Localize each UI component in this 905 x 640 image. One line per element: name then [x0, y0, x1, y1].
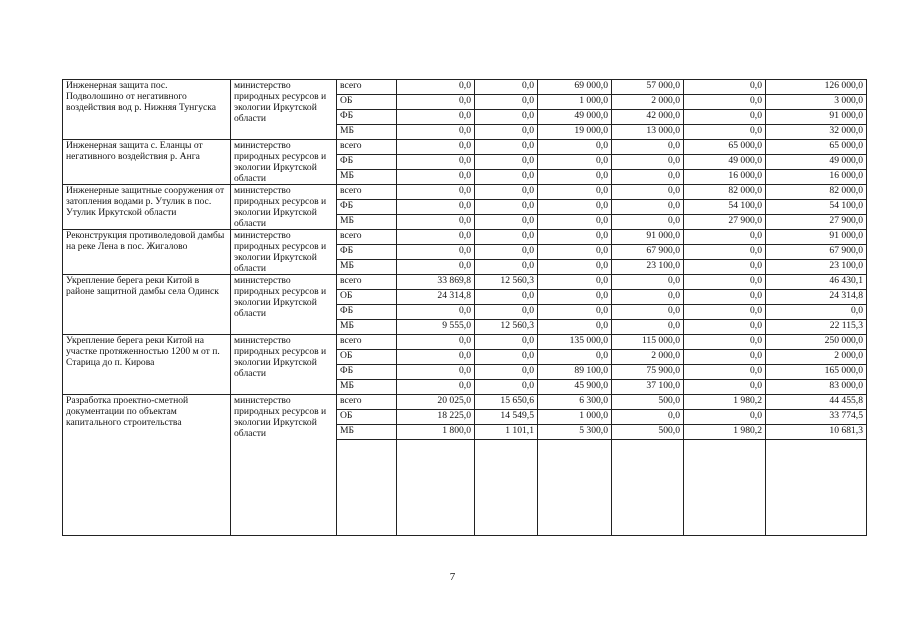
- amount-cell: 0,0: [475, 80, 538, 95]
- amount-cell: 27 900,0: [766, 215, 867, 230]
- amount-cell: 0,0: [475, 185, 538, 200]
- budget-table-body: [63, 80, 867, 536]
- funding-source-cell: ФБ: [337, 155, 397, 170]
- table-row: [63, 395, 867, 410]
- measure-name-cell: Инженерные защитные сооружения от затопления водами р. Утулик в пос. Утулик Иркутской области: [63, 185, 231, 230]
- amount-cell: 0,0: [538, 275, 612, 290]
- amount-cell: 0,0: [475, 335, 538, 350]
- budget-table: [62, 79, 867, 536]
- page-number: 7: [449, 571, 456, 583]
- amount-cell: 0,0: [397, 380, 475, 395]
- amount-cell: 23 100,0: [612, 260, 684, 275]
- amount-cell: 0,0: [475, 170, 538, 185]
- amount-cell: 0,0: [684, 380, 766, 395]
- amount-cell: 65 000,0: [684, 140, 766, 155]
- amount-cell: 0,0: [684, 335, 766, 350]
- amount-cell: 10 681,3: [766, 425, 867, 440]
- amount-cell: 44 455,8: [766, 395, 867, 410]
- funding-source-cell: ОБ: [337, 350, 397, 365]
- funding-source-cell: всего: [337, 395, 397, 410]
- amount-cell: 15 650,6: [475, 395, 538, 410]
- amount-cell: 0,0: [612, 290, 684, 305]
- table-row: [63, 230, 867, 245]
- amount-cell: 1 980,2: [684, 425, 766, 440]
- amount-cell: 0,0: [538, 215, 612, 230]
- amount-cell: 0,0: [612, 155, 684, 170]
- amount-cell: 0,0: [475, 290, 538, 305]
- amount-cell: 0,0: [475, 350, 538, 365]
- amount-cell: 0,0: [397, 335, 475, 350]
- amount-cell: 0,0: [612, 275, 684, 290]
- amount-cell: 46 430,1: [766, 275, 867, 290]
- amount-cell: 0,0: [397, 185, 475, 200]
- measure-name-cell: Укрепление берега реки Китой в районе защитной дамбы села Одинск: [63, 275, 231, 335]
- funding-source-cell: всего: [337, 185, 397, 200]
- amount-cell: 24 314,8: [766, 290, 867, 305]
- amount-cell: 0,0: [684, 110, 766, 125]
- amount-cell: 0,0: [397, 365, 475, 380]
- amount-cell: 2 000,0: [766, 350, 867, 365]
- amount-cell: 49 000,0: [766, 155, 867, 170]
- amount-cell: 67 900,0: [766, 245, 867, 260]
- amount-cell: 0,0: [684, 410, 766, 425]
- table-row: [63, 185, 867, 200]
- amount-cell: 9 555,0: [397, 320, 475, 335]
- amount-cell: 0,0: [684, 80, 766, 95]
- amount-cell: 57 000,0: [612, 80, 684, 95]
- amount-cell: 20 025,0: [397, 395, 475, 410]
- amount-cell: 0,0: [612, 305, 684, 320]
- amount-cell: 49 000,0: [538, 110, 612, 125]
- amount-cell: 0,0: [397, 110, 475, 125]
- amount-cell: 500,0: [612, 395, 684, 410]
- amount-cell: 0,0: [538, 155, 612, 170]
- amount-cell: 16 000,0: [684, 170, 766, 185]
- funding-source-cell: ФБ: [337, 365, 397, 380]
- amount-cell: 37 100,0: [612, 380, 684, 395]
- amount-cell: 0,0: [684, 350, 766, 365]
- amount-cell: 0,0: [684, 305, 766, 320]
- amount-cell: 32 000,0: [766, 125, 867, 140]
- amount-cell: 0,0: [397, 230, 475, 245]
- amount-cell: 0,0: [475, 380, 538, 395]
- funding-source-cell: всего: [337, 335, 397, 350]
- amount-cell: 0,0: [397, 215, 475, 230]
- empty-cell: [337, 440, 397, 536]
- amount-cell: 91 000,0: [612, 230, 684, 245]
- amount-cell: 24 314,8: [397, 290, 475, 305]
- amount-cell: 33 774,5: [766, 410, 867, 425]
- measure-name-cell: Инженерная защита пос. Подволошино от негативного воздействия вод р. Нижняя Тунгуска: [63, 80, 231, 140]
- amount-cell: 14 549,5: [475, 410, 538, 425]
- amount-cell: 0,0: [397, 95, 475, 110]
- amount-cell: 0,0: [684, 290, 766, 305]
- amount-cell: 0,0: [684, 125, 766, 140]
- funding-source-cell: ФБ: [337, 110, 397, 125]
- table-row: [63, 275, 867, 290]
- amount-cell: 16 000,0: [766, 170, 867, 185]
- funding-source-cell: ФБ: [337, 200, 397, 215]
- amount-cell: 0,0: [684, 95, 766, 110]
- amount-cell: 0,0: [397, 350, 475, 365]
- funding-source-cell: всего: [337, 140, 397, 155]
- amount-cell: 1 000,0: [538, 410, 612, 425]
- funding-source-cell: всего: [337, 275, 397, 290]
- amount-cell: 0,0: [397, 140, 475, 155]
- funding-source-cell: ОБ: [337, 290, 397, 305]
- amount-cell: 82 000,0: [684, 185, 766, 200]
- funding-source-cell: ОБ: [337, 95, 397, 110]
- amount-cell: 0,0: [475, 215, 538, 230]
- amount-cell: 0,0: [397, 245, 475, 260]
- amount-cell: 135 000,0: [538, 335, 612, 350]
- amount-cell: 0,0: [538, 140, 612, 155]
- funding-source-cell: МБ: [337, 320, 397, 335]
- empty-cell: [538, 440, 612, 536]
- amount-cell: 45 900,0: [538, 380, 612, 395]
- amount-cell: 0,0: [612, 140, 684, 155]
- amount-cell: 13 000,0: [612, 125, 684, 140]
- amount-cell: 0,0: [684, 230, 766, 245]
- executor-cell: министерство природных ресурсов и экологии Иркутской области: [231, 335, 337, 395]
- amount-cell: 83 000,0: [766, 380, 867, 395]
- amount-cell: 2 000,0: [612, 350, 684, 365]
- amount-cell: 0,0: [612, 200, 684, 215]
- funding-source-cell: МБ: [337, 170, 397, 185]
- table-row: [63, 140, 867, 155]
- amount-cell: 0,0: [397, 305, 475, 320]
- amount-cell: 0,0: [612, 185, 684, 200]
- amount-cell: 0,0: [475, 245, 538, 260]
- amount-cell: 0,0: [397, 260, 475, 275]
- amount-cell: 69 000,0: [538, 80, 612, 95]
- funding-source-cell: МБ: [337, 260, 397, 275]
- amount-cell: 0,0: [612, 320, 684, 335]
- amount-cell: 65 000,0: [766, 140, 867, 155]
- amount-cell: 75 900,0: [612, 365, 684, 380]
- amount-cell: 0,0: [475, 110, 538, 125]
- funding-source-cell: МБ: [337, 125, 397, 140]
- amount-cell: 0,0: [475, 305, 538, 320]
- funding-source-cell: всего: [337, 230, 397, 245]
- amount-cell: 33 869,8: [397, 275, 475, 290]
- amount-cell: 22 115,3: [766, 320, 867, 335]
- amount-cell: 0,0: [397, 125, 475, 140]
- amount-cell: 0,0: [475, 365, 538, 380]
- amount-cell: 1 980,2: [684, 395, 766, 410]
- amount-cell: 2 000,0: [612, 95, 684, 110]
- amount-cell: 0,0: [397, 200, 475, 215]
- amount-cell: 0,0: [397, 155, 475, 170]
- amount-cell: 27 900,0: [684, 215, 766, 230]
- funding-source-cell: МБ: [337, 425, 397, 440]
- amount-cell: 1 000,0: [538, 95, 612, 110]
- amount-cell: 67 900,0: [612, 245, 684, 260]
- amount-cell: 12 560,3: [475, 320, 538, 335]
- amount-cell: 0,0: [397, 170, 475, 185]
- funding-source-cell: ФБ: [337, 305, 397, 320]
- amount-cell: 0,0: [475, 95, 538, 110]
- amount-cell: 165 000,0: [766, 365, 867, 380]
- table-row: [63, 80, 867, 95]
- amount-cell: 89 100,0: [538, 365, 612, 380]
- amount-cell: 3 000,0: [766, 95, 867, 110]
- measure-name-cell: Инженерная защита с. Еланцы от негативного воздействия р. Анга: [63, 140, 231, 185]
- amount-cell: 91 000,0: [766, 230, 867, 245]
- amount-cell: 0,0: [612, 215, 684, 230]
- amount-cell: 0,0: [684, 260, 766, 275]
- amount-cell: 19 000,0: [538, 125, 612, 140]
- executor-cell: министерство природных ресурсов и экологии Иркутской области: [231, 230, 337, 275]
- amount-cell: 0,0: [684, 365, 766, 380]
- amount-cell: 0,0: [538, 200, 612, 215]
- amount-cell: 0,0: [475, 200, 538, 215]
- amount-cell: 0,0: [538, 320, 612, 335]
- empty-cell: [684, 440, 766, 536]
- amount-cell: 0,0: [538, 245, 612, 260]
- amount-cell: 0,0: [684, 245, 766, 260]
- amount-cell: 115 000,0: [612, 335, 684, 350]
- amount-cell: 0,0: [538, 170, 612, 185]
- amount-cell: 0,0: [475, 125, 538, 140]
- measure-name-cell: Разработка проектно-сметной документации по объектам капитального строительства: [63, 395, 231, 536]
- funding-source-cell: МБ: [337, 215, 397, 230]
- amount-cell: 49 000,0: [684, 155, 766, 170]
- amount-cell: 54 100,0: [684, 200, 766, 215]
- amount-cell: 1 101,1: [475, 425, 538, 440]
- amount-cell: 126 000,0: [766, 80, 867, 95]
- funding-source-cell: МБ: [337, 380, 397, 395]
- amount-cell: 250 000,0: [766, 335, 867, 350]
- amount-cell: 82 000,0: [766, 185, 867, 200]
- amount-cell: 1 800,0: [397, 425, 475, 440]
- amount-cell: 0,0: [538, 350, 612, 365]
- amount-cell: 0,0: [475, 230, 538, 245]
- amount-cell: 0,0: [475, 260, 538, 275]
- amount-cell: 12 560,3: [475, 275, 538, 290]
- executor-cell: министерство природных ресурсов и экологии Иркутской области: [231, 395, 337, 536]
- amount-cell: 42 000,0: [612, 110, 684, 125]
- table-row: [63, 335, 867, 350]
- amount-cell: 91 000,0: [766, 110, 867, 125]
- amount-cell: 0,0: [684, 275, 766, 290]
- funding-source-cell: ФБ: [337, 245, 397, 260]
- empty-cell: [766, 440, 867, 536]
- executor-cell: министерство природных ресурсов и экологии Иркутской области: [231, 80, 337, 140]
- funding-source-cell: ОБ: [337, 410, 397, 425]
- amount-cell: 0,0: [475, 155, 538, 170]
- amount-cell: 500,0: [612, 425, 684, 440]
- amount-cell: 23 100,0: [766, 260, 867, 275]
- amount-cell: 5 300,0: [538, 425, 612, 440]
- amount-cell: 0,0: [538, 260, 612, 275]
- amount-cell: 0,0: [612, 410, 684, 425]
- executor-cell: министерство природных ресурсов и экологии Иркутской области: [231, 140, 337, 185]
- amount-cell: 0,0: [684, 320, 766, 335]
- empty-cell: [612, 440, 684, 536]
- amount-cell: 0,0: [612, 170, 684, 185]
- amount-cell: 0,0: [538, 305, 612, 320]
- amount-cell: 0,0: [766, 305, 867, 320]
- empty-cell: [475, 440, 538, 536]
- amount-cell: 0,0: [397, 80, 475, 95]
- executor-cell: министерство природных ресурсов и экологии Иркутской области: [231, 275, 337, 335]
- amount-cell: 0,0: [538, 290, 612, 305]
- executor-cell: министерство природных ресурсов и экологии Иркутской области: [231, 185, 337, 230]
- amount-cell: 0,0: [538, 185, 612, 200]
- amount-cell: 0,0: [475, 140, 538, 155]
- funding-source-cell: всего: [337, 80, 397, 95]
- amount-cell: 18 225,0: [397, 410, 475, 425]
- amount-cell: 0,0: [538, 230, 612, 245]
- empty-cell: [397, 440, 475, 536]
- measure-name-cell: Реконструкция противоледовой дамбы на реке Лена в пос. Жигалово: [63, 230, 231, 275]
- amount-cell: 54 100,0: [766, 200, 867, 215]
- amount-cell: 6 300,0: [538, 395, 612, 410]
- measure-name-cell: Укрепление берега реки Китой на участке протяженностью 1200 м от п. Старица до п. Кирова: [63, 335, 231, 395]
